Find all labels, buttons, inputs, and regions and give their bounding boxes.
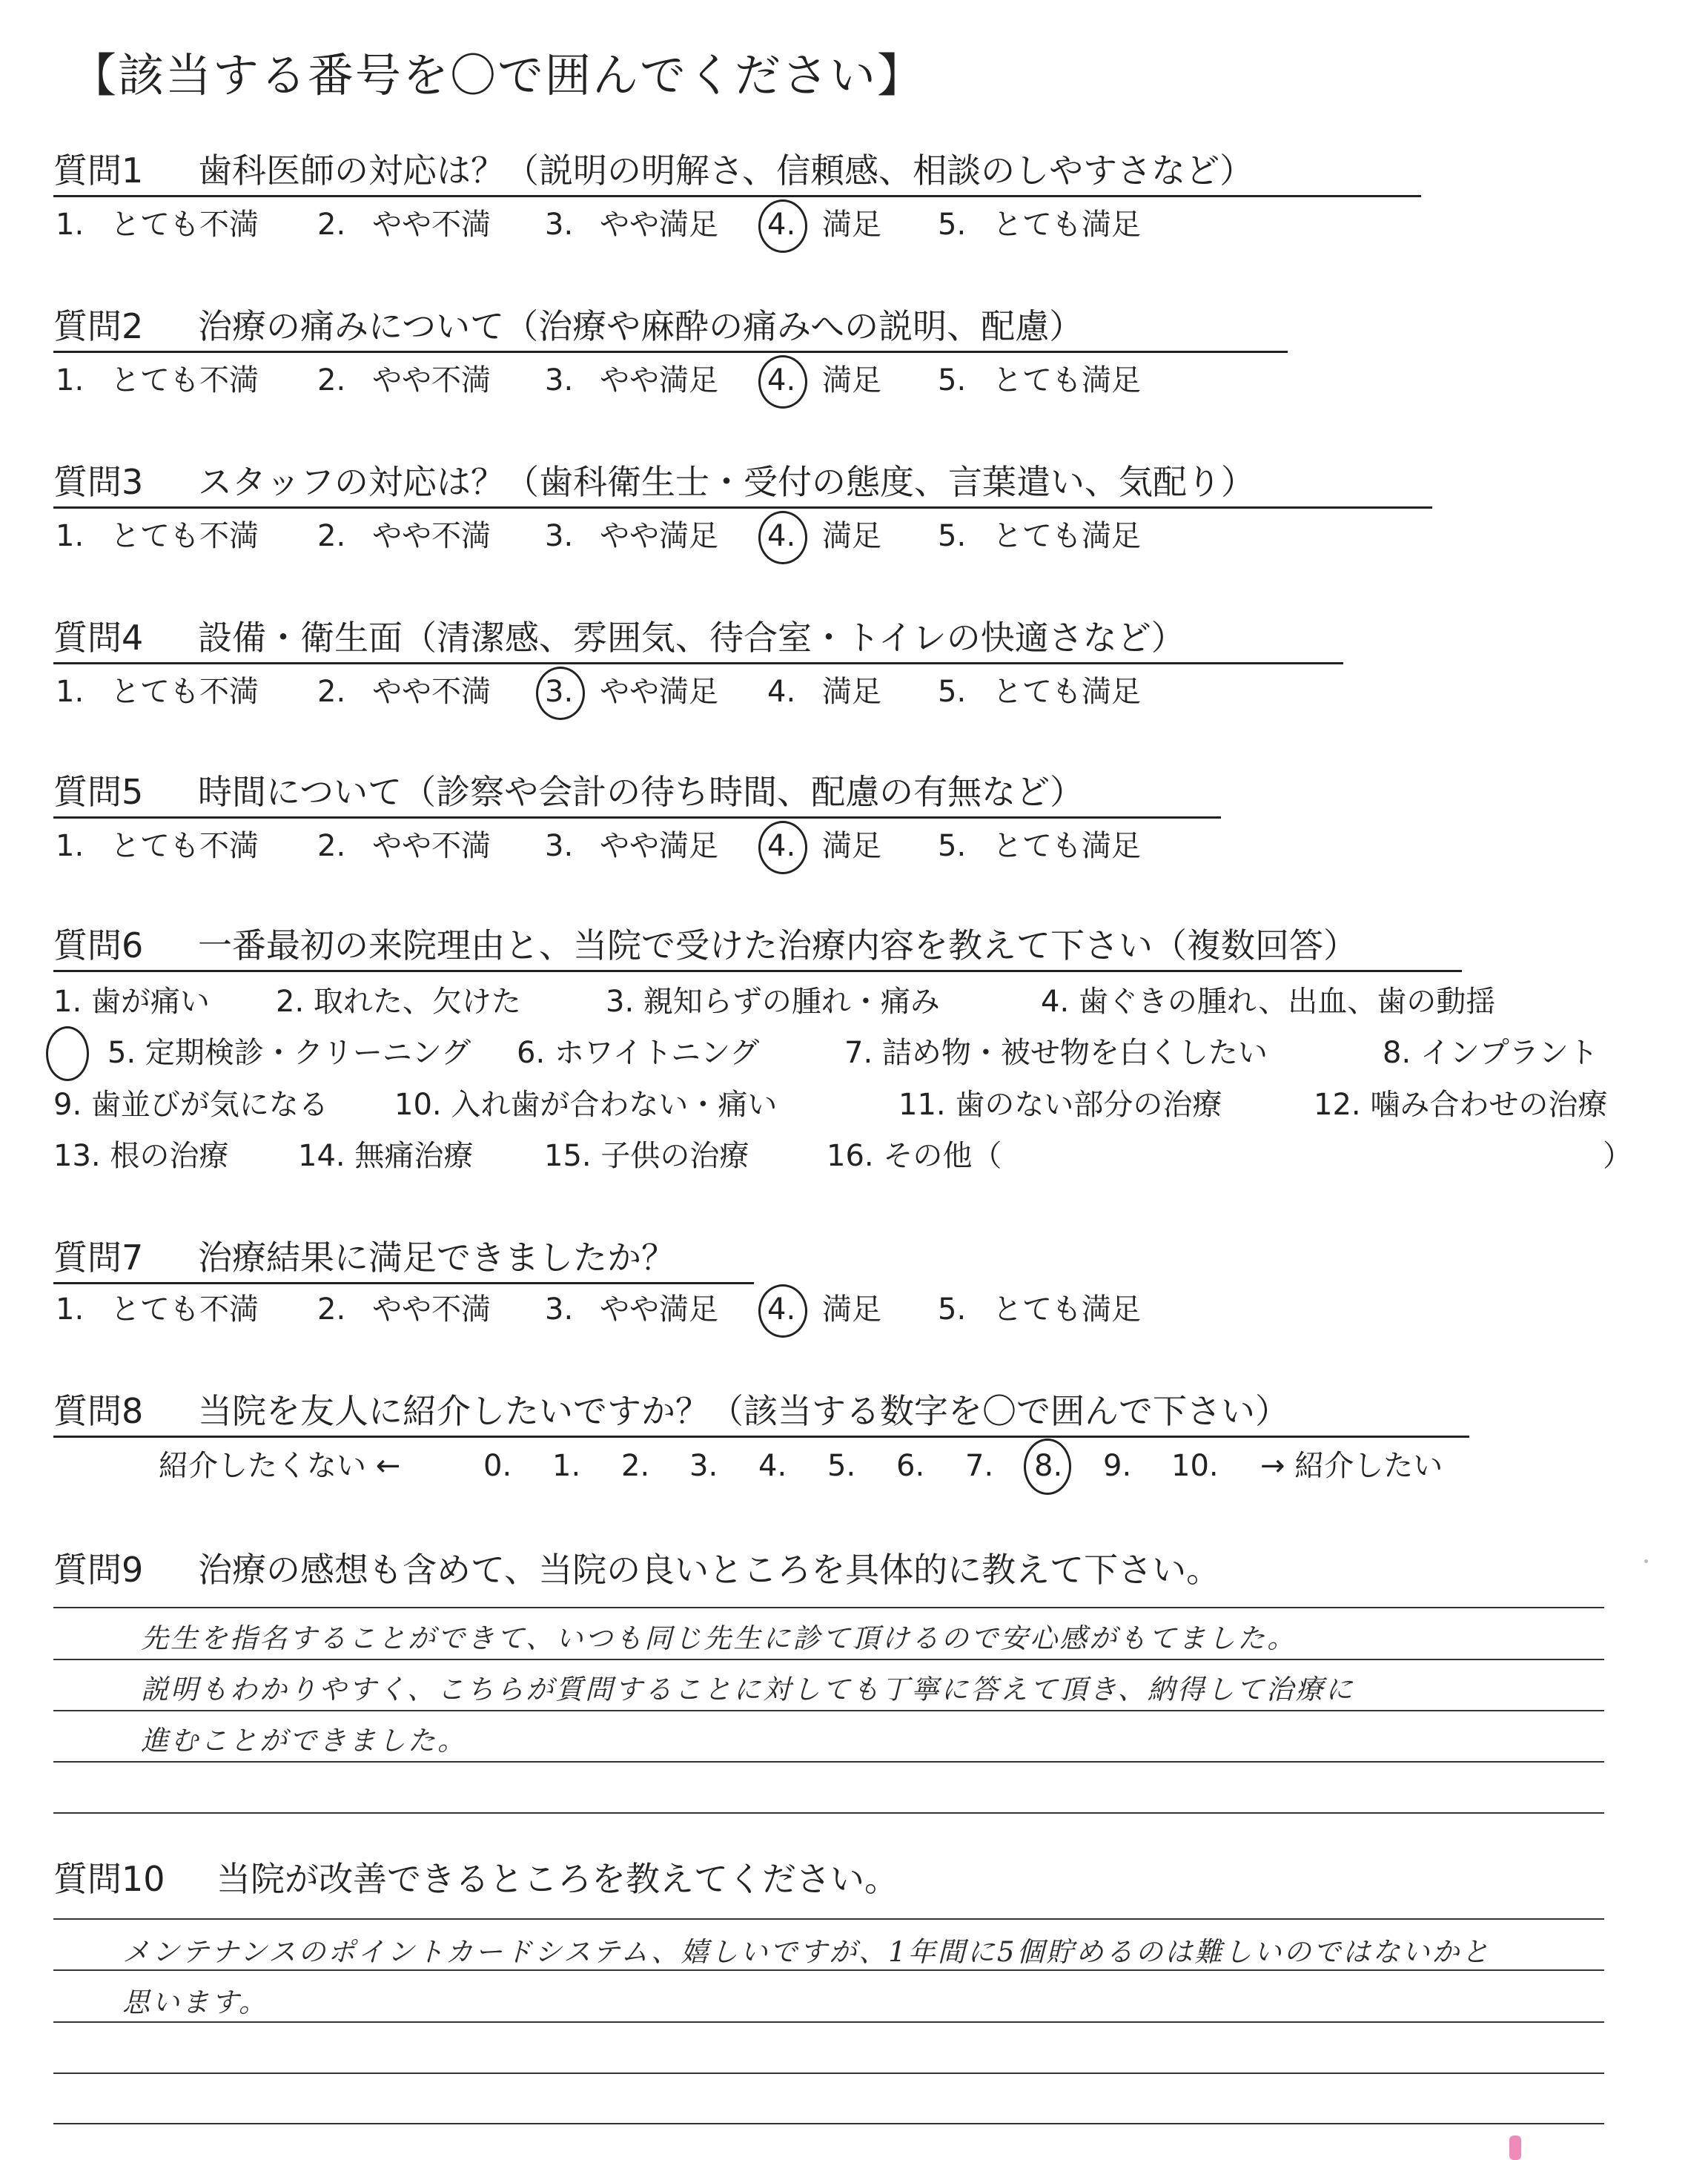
- scale-value[interactable]: 9.: [1103, 1449, 1132, 1483]
- reason-option[interactable]: 12. 噛み合わせの治療: [1314, 1088, 1608, 1122]
- option-1[interactable]: [56, 825, 259, 867]
- question-text: 当院を友人に紹介したいですか？（該当する数字を〇で囲んで下さい）: [198, 1391, 1289, 1431]
- question-label: 質問3: [53, 462, 144, 502]
- reason-option[interactable]: 13. 根の治療: [53, 1139, 229, 1173]
- answer-options-q5: [56, 825, 1316, 867]
- option-label: とても満足: [993, 208, 1141, 242]
- question-label: 質問2: [53, 306, 144, 346]
- option-number: 1.: [56, 829, 85, 863]
- option-number: 1.: [56, 208, 85, 242]
- option-4[interactable]: [767, 204, 881, 245]
- page-title: 【該当する番号を〇で囲んでください】: [70, 48, 925, 102]
- reason-option[interactable]: 7. 詰め物・被せ物を白くしたい: [844, 1036, 1268, 1070]
- option-5[interactable]: [938, 515, 1141, 557]
- option-4[interactable]: [767, 671, 881, 713]
- option-number: 4.: [767, 1292, 796, 1327]
- question-text: 当院が改善できるところを教えてください。: [216, 1859, 898, 1899]
- reason-option[interactable]: 16. その他（: [827, 1139, 1002, 1173]
- option-label: 満足: [822, 1292, 881, 1327]
- reason-option[interactable]: 6. ホワイトニング: [517, 1036, 760, 1070]
- reason-row: [53, 1032, 1669, 1074]
- answer-rule: [53, 2021, 1604, 2023]
- option-label: やや満足: [600, 675, 718, 709]
- option-number: 1.: [56, 675, 85, 709]
- option-label: とても不満: [110, 1292, 259, 1327]
- option-3[interactable]: [545, 671, 718, 713]
- option-3[interactable]: [545, 204, 718, 245]
- question-5-heading: [53, 770, 1084, 814]
- selected-circle-mark: [536, 667, 585, 720]
- option-number: 3.: [545, 675, 574, 709]
- question-text: 時間について（診察や会計の待ち時間、配慮の有無など）: [198, 772, 1085, 812]
- option-5[interactable]: [938, 204, 1141, 245]
- answer-options-q2: [56, 360, 1316, 401]
- question-1-heading: [53, 148, 1254, 193]
- question-text: 一番最初の来院理由と、当院で受けた治療内容を教えて下さい（複数回答）: [198, 925, 1357, 965]
- option-number: 4.: [767, 363, 796, 397]
- reason-option[interactable]: 5. 定期検診・クリーニング: [107, 1036, 471, 1070]
- question-label: 質問9: [53, 1550, 144, 1590]
- question-underline: [53, 816, 1221, 819]
- question-label: 質問6: [53, 925, 144, 965]
- question-4-heading: [53, 615, 1185, 660]
- stray-dot-mark: [1644, 1559, 1648, 1563]
- answer-options-q3: [56, 515, 1316, 557]
- option-label: やや満足: [600, 363, 718, 397]
- option-label: やや満足: [600, 208, 718, 242]
- selected-circle-mark: [758, 1284, 807, 1338]
- option-number: 3.: [545, 363, 574, 397]
- question-underline: [53, 970, 1462, 972]
- reason-option[interactable]: 11. 歯のない部分の治療: [898, 1088, 1222, 1122]
- option-2[interactable]: [317, 204, 491, 245]
- question-underline: [53, 195, 1421, 197]
- question-text: スタッフの対応は？（歯科衛生士・受付の態度、言葉遣い、気配り）: [198, 462, 1255, 502]
- scale-value[interactable]: 6.: [896, 1449, 925, 1483]
- option-label: やや不満: [372, 1292, 491, 1327]
- option-label: やや不満: [372, 675, 491, 709]
- option-2[interactable]: [317, 1289, 491, 1330]
- option-label: とても不満: [110, 363, 259, 397]
- answer-rule: [53, 1607, 1604, 1608]
- reason-option[interactable]: 3. 親知らずの腫れ・痛み: [606, 985, 940, 1019]
- scale-left-label: 紹介したくない ←: [159, 1449, 401, 1483]
- reason-option[interactable]: 14. 無痛治療: [298, 1139, 474, 1173]
- selected-circle-mark: [758, 355, 807, 409]
- option-label: とても満足: [993, 519, 1141, 553]
- option-number: 1.: [56, 519, 85, 553]
- question-underline: [53, 1282, 754, 1284]
- question-6-heading: [53, 923, 1357, 968]
- option-label: とても不満: [110, 829, 259, 863]
- scale-value[interactable]: 10.: [1171, 1449, 1219, 1483]
- scale-right-label: → 紹介したい: [1260, 1449, 1443, 1483]
- option-number: 2.: [317, 675, 346, 709]
- answer-rule: [53, 1812, 1604, 1814]
- reason-option[interactable]: ）: [1603, 1139, 1632, 1173]
- option-number: 2.: [317, 363, 346, 397]
- option-5[interactable]: [938, 360, 1141, 401]
- option-label: とても満足: [993, 829, 1141, 863]
- reason-option[interactable]: 10. 入れ歯が合わない・痛い: [394, 1088, 778, 1122]
- question-underline: [53, 351, 1288, 353]
- option-3[interactable]: [545, 1289, 718, 1330]
- option-number: 3.: [545, 519, 574, 553]
- question-underline: [53, 506, 1432, 509]
- option-4[interactable]: [767, 825, 881, 867]
- reason-option[interactable]: 8. インプラント: [1383, 1036, 1598, 1070]
- option-label: やや満足: [600, 519, 718, 553]
- option-3[interactable]: [545, 360, 718, 401]
- answer-options-q4: [56, 671, 1316, 713]
- option-label: とても不満: [110, 519, 259, 553]
- option-number: 4.: [767, 675, 796, 709]
- option-label: やや不満: [372, 829, 491, 863]
- question-label: 質問10: [53, 1859, 165, 1899]
- question-3-heading: [53, 460, 1255, 504]
- question-7-heading: [53, 1235, 675, 1280]
- pink-ink-mark: [1509, 2136, 1521, 2160]
- scale-value[interactable]: 1.: [552, 1449, 581, 1483]
- reason-row: [53, 1084, 1669, 1126]
- option-label: とても満足: [993, 1292, 1141, 1327]
- option-1[interactable]: [56, 1289, 259, 1330]
- option-3[interactable]: [545, 515, 718, 557]
- question-2-heading: [53, 304, 1083, 349]
- question-label: 質問1: [53, 151, 144, 191]
- option-number: 5.: [938, 208, 967, 242]
- option-label: やや不満: [372, 519, 491, 553]
- option-label: とても不満: [110, 208, 259, 242]
- option-label: 満足: [822, 829, 881, 863]
- option-number: 5.: [938, 675, 967, 709]
- reason-option[interactable]: 4. 歯ぐきの腫れ、出血、歯の動揺: [1041, 985, 1496, 1019]
- question-text: 治療の痛みについて（治療や麻酔の痛みへの説明、配慮）: [198, 306, 1084, 346]
- question-text: 治療の感想も含めて、当院の良いところを具体的に教えて下さい。: [198, 1550, 1221, 1590]
- reason-option[interactable]: 2. 取れた、欠けた: [276, 985, 521, 1019]
- option-number: 5.: [938, 363, 967, 397]
- option-number: 5.: [938, 519, 967, 553]
- handwritten-answer-line: メンテナンスのポイントカードシステム、嬉しいですが、1年間に5個貯めるのは難しいのではないかと: [122, 1936, 1492, 1968]
- question-text: 治療結果に満足できましたか？: [198, 1238, 675, 1278]
- answer-options-q7: [56, 1289, 1316, 1330]
- question-10-heading: [53, 1857, 898, 1901]
- handwritten-answer-line: 思います。: [122, 1986, 269, 2018]
- reason-row: [53, 981, 1669, 1023]
- option-2[interactable]: [317, 825, 491, 867]
- question-label: 質問4: [53, 618, 144, 658]
- scale-value[interactable]: 5.: [827, 1449, 856, 1483]
- scale-value[interactable]: 3.: [689, 1449, 718, 1483]
- selected-circle-mark: [1024, 1439, 1071, 1495]
- option-number: 4.: [767, 208, 796, 242]
- question-text: 歯科医師の対応は？（説明の明解さ、信頼感、相談のしやすさなど）: [198, 151, 1254, 191]
- option-number: 3.: [545, 208, 574, 242]
- question-8-heading: [53, 1389, 1289, 1433]
- option-number: 1.: [56, 1292, 85, 1327]
- scale-value[interactable]: 8.: [1034, 1449, 1063, 1483]
- option-4[interactable]: [767, 360, 881, 401]
- option-1[interactable]: [56, 360, 259, 401]
- option-4[interactable]: [767, 1289, 881, 1330]
- option-label: やや不満: [372, 208, 491, 242]
- option-number: 4.: [767, 519, 796, 553]
- reason-row: [53, 1135, 1669, 1177]
- answer-rule: [53, 2073, 1604, 2074]
- question-label: 質問7: [53, 1238, 144, 1278]
- question-text: 設備・衛生面（清潔感、雰囲気、待合室・トイレの快適さなど）: [198, 618, 1185, 658]
- option-number: 5.: [938, 829, 967, 863]
- option-label: 満足: [822, 519, 881, 553]
- answer-rule: [53, 1659, 1604, 1660]
- question-underline: [53, 662, 1343, 664]
- scale-value[interactable]: 4.: [758, 1449, 787, 1483]
- option-label: とても不満: [110, 675, 259, 709]
- option-number: 3.: [545, 1292, 574, 1327]
- option-label: とても満足: [993, 363, 1141, 397]
- option-1[interactable]: [56, 671, 259, 713]
- option-label: 満足: [822, 208, 881, 242]
- option-number: 3.: [545, 829, 574, 863]
- reason-option[interactable]: 9. 歯並びが気になる: [53, 1088, 328, 1122]
- reason-option[interactable]: 1. 歯が痛い: [53, 985, 210, 1019]
- answer-rule: [53, 1761, 1604, 1763]
- scale-value[interactable]: 7.: [965, 1449, 994, 1483]
- option-number: 2.: [317, 1292, 346, 1327]
- question-underline: [53, 1436, 1469, 1438]
- option-3[interactable]: [545, 825, 718, 867]
- option-number: 2.: [317, 829, 346, 863]
- answer-options-q1: [56, 204, 1316, 245]
- option-1[interactable]: [56, 204, 259, 245]
- option-label: とても満足: [993, 675, 1141, 709]
- option-5[interactable]: [938, 671, 1141, 713]
- option-2[interactable]: [317, 360, 491, 401]
- option-2[interactable]: [317, 515, 491, 557]
- option-1[interactable]: [56, 515, 259, 557]
- option-number: 4.: [767, 829, 796, 863]
- answer-rule: [53, 1918, 1604, 1920]
- question-label: 質問5: [53, 772, 144, 812]
- option-label: やや不満: [372, 363, 491, 397]
- reason-option[interactable]: 15. 子供の治療: [544, 1139, 749, 1173]
- answer-rule: [53, 1710, 1604, 1711]
- handwritten-answer-line: 進むことができました。: [141, 1725, 467, 1757]
- option-label: 満足: [822, 675, 881, 709]
- question-9-heading: [53, 1548, 1220, 1592]
- selected-circle-mark: [758, 821, 807, 874]
- selected-circle-mark: [758, 511, 807, 564]
- question-label: 質問8: [53, 1391, 144, 1431]
- option-2[interactable]: [317, 671, 491, 713]
- option-label: やや満足: [600, 829, 718, 863]
- option-label: 満足: [822, 363, 881, 397]
- option-4[interactable]: [767, 515, 881, 557]
- handwritten-answer-line: 先生を指名することができて、いつも同じ先生に診て頂けるので安心感がもてました。: [141, 1622, 1297, 1654]
- selected-circle-mark: [758, 199, 807, 253]
- answer-rule: [53, 2123, 1604, 2124]
- scale-value[interactable]: 0.: [483, 1449, 512, 1483]
- option-5[interactable]: [938, 1289, 1141, 1330]
- option-5[interactable]: [938, 825, 1141, 867]
- option-number: 5.: [938, 1292, 967, 1327]
- option-number: 2.: [317, 208, 346, 242]
- option-label: やや満足: [600, 1292, 718, 1327]
- option-number: 2.: [317, 519, 346, 553]
- option-number: 1.: [56, 363, 85, 397]
- scale-value[interactable]: 2.: [621, 1449, 650, 1483]
- selected-circle-mark: [46, 1026, 89, 1081]
- handwritten-answer-line: 説明もわかりやすく、こちらが質問することに対しても丁寧に答えて頂き、納得して治療に: [141, 1674, 1355, 1705]
